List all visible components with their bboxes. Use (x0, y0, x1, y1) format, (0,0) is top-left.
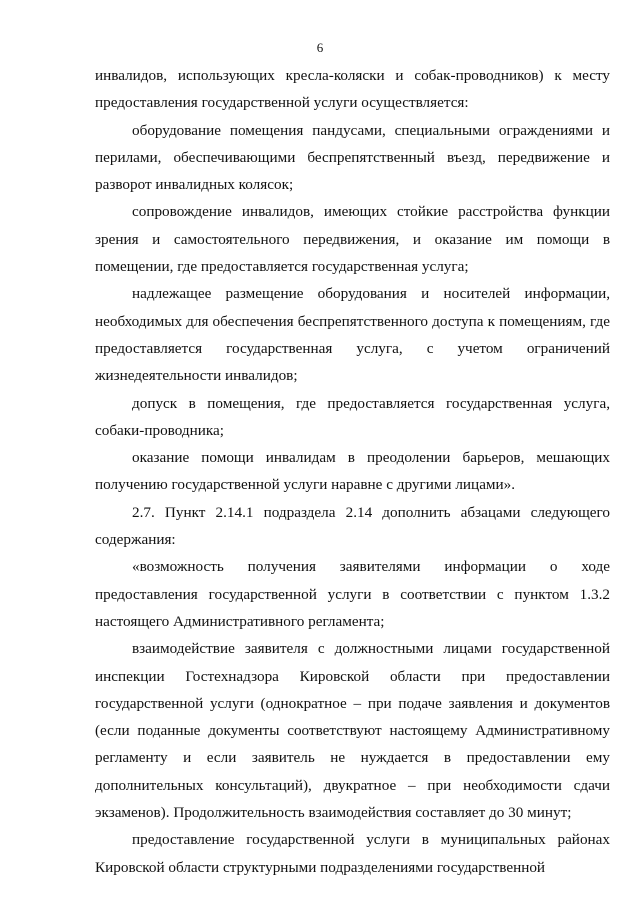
paragraph-interaction: взаимодействие заявителя с должностными лицами государственной инспекции Гостехнадзора Кировской области при предоставлении государственной услуги (однократное – при подаче заявления и документов (если поданные документы соответствуют настоящему Административному регламенту и если заявитель не нуждается в предоставлении ему дополнительных консультаций), двукратное – при необходимости сдачи экзаменов). Продолжительность взаимодействия составляет до 30 минут; (95, 640, 610, 822)
paragraph-amendment: 2.7. Пункт 2.14.1 подраздела 2.14 дополнить абзацами следующего содержания: (95, 503, 610, 549)
paragraph-equipment: надлежащее размещение оборудования и носителей информации, необходимых для обеспечения беспрепятственного доступа к помещениям, где предоставляется государственная услуга, с учетом ограничений жизнедеятельности инвалидов; (95, 285, 610, 385)
body-text (95, 62, 610, 881)
page-number: 6 (316, 40, 324, 55)
paragraph-information: «возможность получения заявителями информации о ходе предоставления государственной услуги в соответствии с пунктом 1.3.2 настоящего Административного регламента; (95, 558, 610, 630)
paragraph-guide-dog: допуск в помещения, где предоставляется государственная услуга, собаки-проводника; (95, 394, 610, 439)
paragraph-municipal: предоставление государственной услуги в муниципальных районах Кировской области структурными подразделениями государственной (95, 831, 610, 876)
paragraph-escort: сопровождение инвалидов, имеющих стойкие расстройства функции зрения и самостоятельного передвижения, и оказание им помощи в помещении, где предоставляется государственная услуга; (95, 203, 610, 276)
paragraph-continuation: инвалидов, использующих кресла-коляски и собак-проводников) к месту предоставления государственной услуги осуществляется: (95, 67, 610, 112)
paragraph-barriers: оказание помощи инвалидам в преодолении барьеров, мешающих получению государственной услуги наравне с другими лицами». (95, 449, 610, 494)
paragraph-ramps: оборудование помещения пандусами, специальными ограждениями и перилами, обеспечивающими беспрепятственный въезд, передвижение и разворот инвалидных колясок; (95, 121, 610, 194)
